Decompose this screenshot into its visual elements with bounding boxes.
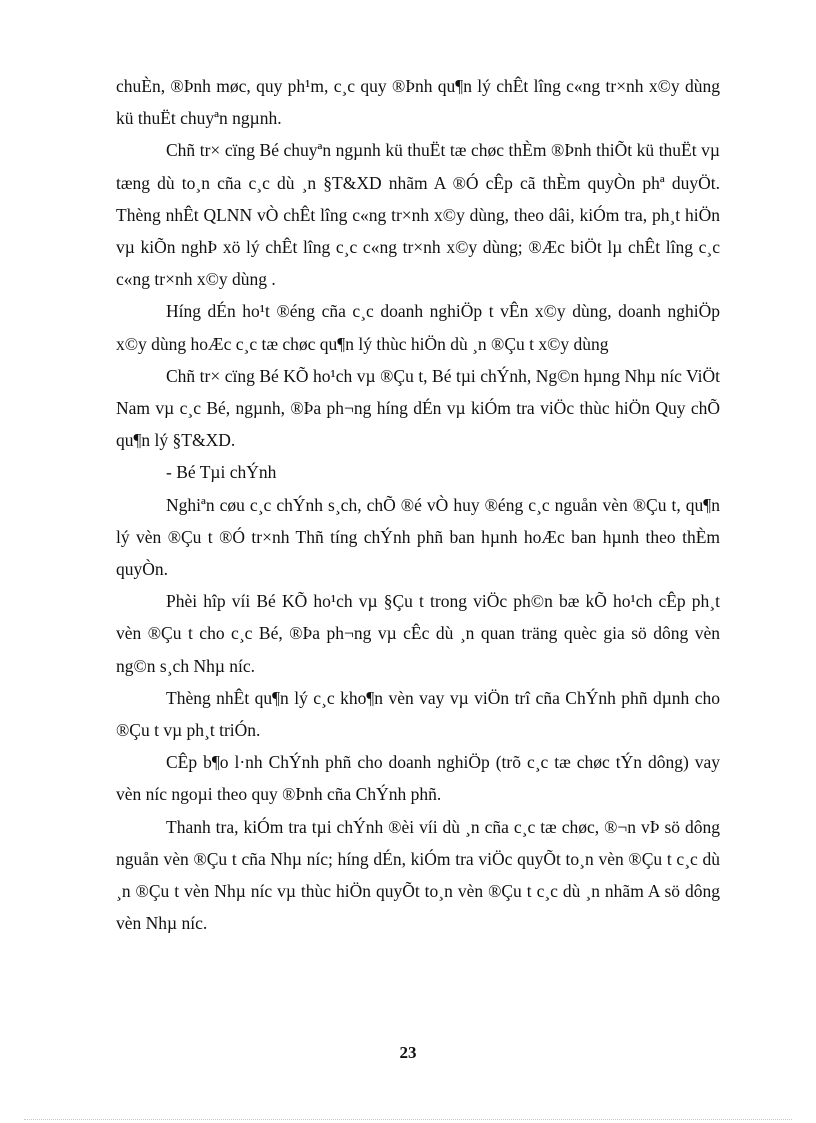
paragraph-loans-aid: Thèng nhÊt qu¶n lý c¸c kho¶n vèn vay vµ viÖn trî cña ChÝnh phñ dµnh cho ®Çu t vµ ph¸t triÓn. [116, 687, 720, 741]
page-number: 23 [399, 1043, 417, 1062]
page-bottom-divider [24, 1119, 792, 1120]
paragraph-government-guarantee: CÊp b¶o l·nh ChÝnh phñ cho doanh nghiÖp (trõ c¸c tæ chøc tÝn dông) vay vèn níc ngoµi theo quy ®Þnh cña ChÝnh phñ. [116, 752, 720, 805]
paragraph-inspection: Thanh tra, kiÓm tra tµi chÝnh ®èi víi dù ¸n cña c¸c tæ chøc, ®¬n vÞ sö dông nguån vèn ®Çu t cña Nhµ níc; híng dÉn, kiÓm tra viÖc quyÕt to¸n vèn ®Çu t c¸c dù ¸n ®Çu t vèn Nhµ níc vµ thùc hiÖn quyÕt to¸n vèn ®Çu t c¸c dù ¸n nhãm A sö dông vèn Nhµ níc. [116, 816, 720, 934]
paragraph-ministry-construction-appraisal: Chñ tr× cïng Bé chuyªn ngµnh kü thuËt tæ chøc thÈm ®Þnh thiÕt kü thuËt vµ tæng dù to¸n cña c¸c dù ¸n §T&XD nhãm A ®Ó cÊp cã thÈm quyÒn phª duyÖt. Thèng nhÊt QLNN vÒ chÊt lîng c«ng tr×nh x©y dùng, theo dâi, kiÓm tra, ph¸t hiÖn vµ kiÕn nghÞ xö lý chÊt lîng c¸c c«ng tr×nh x©y dùng; ®Æc biÖt lµ chÊt lîng c¸c c«ng tr×nh x©y dùng . [116, 140, 720, 290]
paragraph-continuation: chuÈn, ®Þnh møc, quy ph¹m, c¸c quy ®Þnh qu¶n lý chÊt lîng c«ng tr×nh x©y dùng kü thuËt chuyªn ngµnh. [116, 76, 720, 129]
paragraph-research-policies: Nghiªn cøu c¸c chÝnh s¸ch, chÕ ®é vÒ huy ®éng c¸c nguån vèn ®Çu t, qu¶n lý vèn ®Çu t ®Ó tr×nh Thñ tíng chÝnh phñ ban hµnh hoÆc ban hµnh theo thÈm quyÒn. [116, 494, 720, 580]
paragraph-coordination: Chñ tr× cïng Bé KÕ ho¹ch vµ ®Çu t, Bé tµi chÝnh, Ng©n hµng Nhµ níc ViÖt Nam vµ c¸c Bé, ngµnh, ®Þa ph¬ng híng dÉn vµ kiÓm tra viÖc thùc hiÖn Quy chÕ qu¶n lý §T&XD. [116, 365, 720, 451]
paragraph-guidance-enterprises: Híng dÉn ho¹t ®éng cña c¸c doanh nghiÖp t vÊn x©y dùng, doanh nghiÖp x©y dùng hoÆc c¸c tæ chøc qu¶n lý thùc hiÖn dù ¸n ®Çu t x©y dùng [116, 301, 720, 354]
body-text [116, 70, 720, 939]
paragraph-cooperation-planning: Phèi hîp víi Bé KÕ ho¹ch vµ §Çu t trong viÖc ph©n bæ kÕ ho¹ch cÊp ph¸t vèn ®Çu t cho c¸c Bé, ®Þa ph¬ng vµ cÊc dù ¸n quan träng quèc gia sö dông vèn ng©n s¸ch Nhµ níc. [116, 591, 720, 676]
section-heading-ministry-finance: - Bé Tµi chÝnh [166, 462, 277, 483]
